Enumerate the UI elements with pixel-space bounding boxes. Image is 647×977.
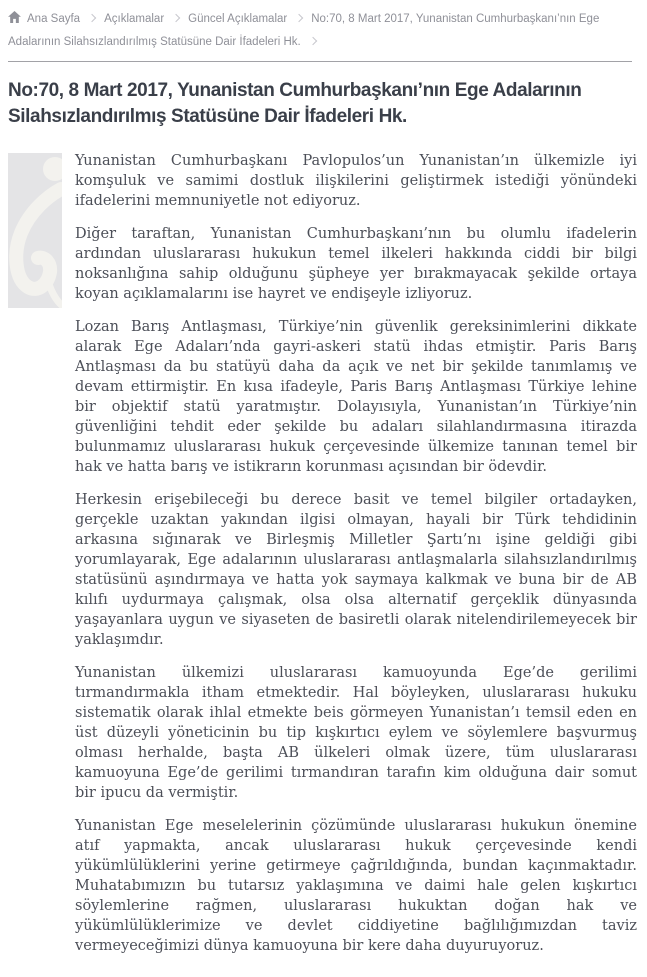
article-thumbnail-image [8, 153, 62, 308]
article-paragraph: Yunanistan Ege meselelerinin çözümünde uluslararası hukukun önemine atıf yapmakta, ancak uluslararası hukuk çerçevesinde kendi yükümlülüklerini yerine getirmeye çağrıldığında, bundan kaçınmaktadır. Muhatabımızın bu tutarsız yaklaşımına ve daimi hale gelen kışkırtıcı söylemlerine rağmen, uluslararası hukuktan doğan hak ve yükümlülüklerimize ve devlet ciddiyetine bağlılığımızdan taviz vermeyeceğimizi dünya kamuoyuna bir kere daha duyuruyoruz. [75, 818, 637, 955]
breadcrumb-item[interactable] [8, 13, 80, 25]
calligraphy-watermark-icon [8, 153, 62, 308]
article-body [75, 151, 637, 956]
home-icon [8, 11, 21, 23]
article-paragraph: Herkesin erişebileceği bu derece basit ve temel bilgiler ortadayken, gerçekle uzaktan yakından ilgisi olmayan, hayali bir Türk tehdidinin arkasına sığınarak ve Birleşmiş Milletler Şartı’nı işine geldiği gibi yorumlayarak, Ege adalarının uluslararası antlaşmalarla silahsızlandırılmış statüsünü aşındırmaya ve hatta yok saymaya kalkmak ve buna bir de AB kılıfı uydurmaya çalışmak, olsa olsa alternatif gerçeklik dünyasında yaşayanlara uygun ve siyaseten de basiretli olarak nitelendirilemeyecek bir yaklaşımdır. [75, 492, 637, 649]
page-title: No:70, 8 Mart 2017, Yunanistan Cumhurbaşkanı’nın Ege Adalarının Silahsızlandırılmış Statüsüne Dair İfadeleri Hk. [8, 80, 582, 127]
article-paragraph: Yunanistan ülkemizi uluslararası kamuoyunda Ege’de gerilimi tırmandırmakla itham etmektedir. Hal böyleyken, uluslararası hukuku sistematik olarak ihlal etmekte beis görmeyen Yunanistan’ı temsil eden en üst düzeyli yöneticinin bu tip kışkırtıcı eylem ve söylemlere başvurmuş olması herhalde, başta AB ülkeleri olmak üzere, tüm uluslararası kamuoyuna Ege’de gerilimi tırmandıran tarafın kim olduğuna dair somut bir ipucu da vermiştir. [75, 665, 637, 802]
chevron-right-icon [88, 14, 96, 22]
breadcrumb-item[interactable]: Güncel Açıklamalar [188, 13, 288, 25]
breadcrumb [8, 5, 637, 54]
article-paragraph: Yunanistan Cumhurbaşkanı Pavlopulos’un Yunanistan’ın ülkemizle iyi komşuluk ve samimi dostluk ilişkilerini geliştirmek istediği yönündeki ifadelerini memnuniyetle not ediyoruz. [75, 153, 637, 210]
chevron-right-icon [309, 37, 317, 45]
breadcrumb-item-label: Ana Sayfa [27, 13, 81, 25]
article-paragraph: Lozan Barış Antlaşması, Türkiye’nin güvenlik gereksinimlerini dikkate alarak Ege Adaları’nda gayri-askeri statü ihdas etmiştir. Paris Barış Antlaşması da bu statüyü daha da açık ve net bir şekilde tanımlamış ve devam ettirmiştir. En kısa ifadeyle, Paris Barış Antlaşması Türkiye lehine bir objektif statü yaratmıştır. Dolayısıyla, Yunanistan’ın Türkiye’nin güvenliğini tehdit eder şekilde bu adaları silahlandırmasına itirazda bulunmamız uluslararası hukuk çerçevesinde ülkemize tanınan temel bir hak ve hatta barış ve istikrarın korunması açısından bir ödevdir. [75, 319, 637, 476]
chevron-right-icon [172, 14, 180, 22]
chevron-right-icon [295, 14, 303, 22]
article-paragraph: Diğer taraftan, Yunanistan Cumhurbaşkanı’nın bu olumlu ifadelerin ardından uluslararası hukukun temel ilkeleri hakkında ciddi bir bilgi noksanlığına sahip olduğunu şüpheye yer bırakmayacak şekilde ortaya koyan açıklamalarını ise hayret ve endişeyle izliyoruz. [75, 226, 637, 303]
article [8, 151, 637, 956]
divider [8, 61, 632, 62]
breadcrumb-item[interactable]: Açıklamalar [104, 13, 165, 25]
breadcrumb-item: No:70, 8 Mart 2017, Yunanistan Cumhurbaşkanı’nın Ege Adalarının Silahsızlandırılmış Statüsüne Dair İfadeleri Hk. [8, 13, 600, 48]
